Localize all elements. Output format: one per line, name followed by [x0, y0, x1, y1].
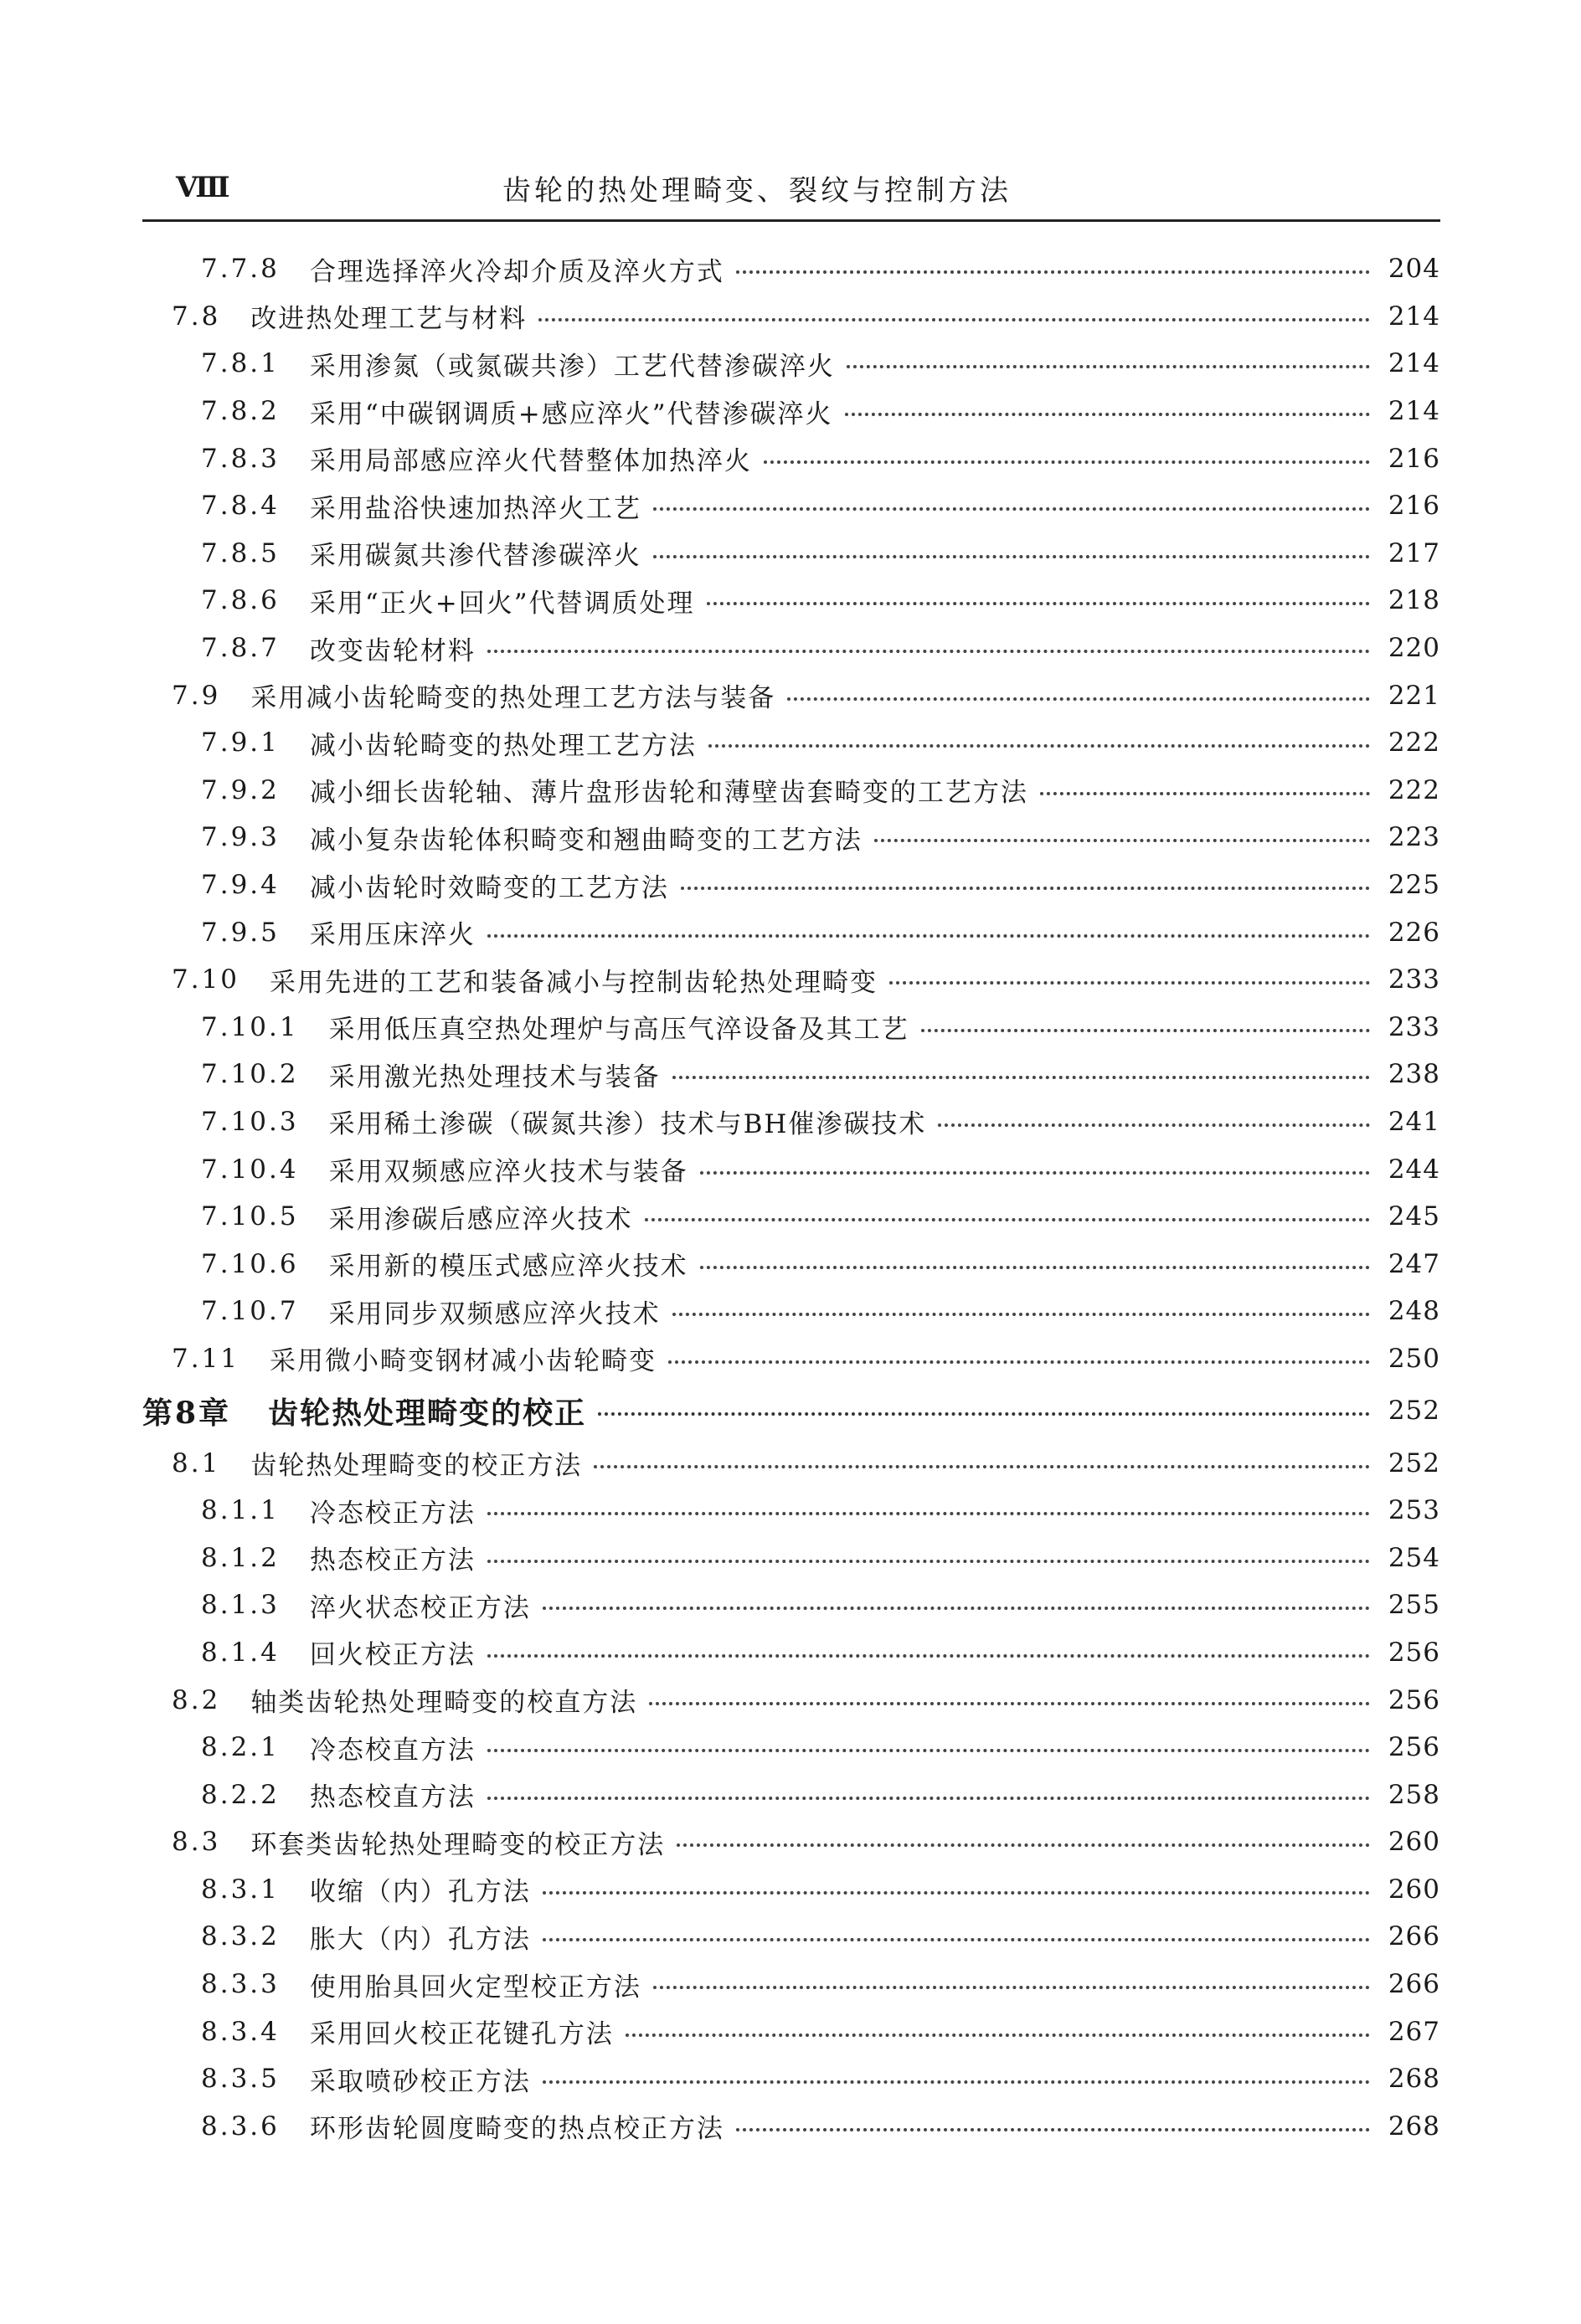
- dot-leader: [487, 934, 1370, 938]
- entry-page: 216: [1388, 491, 1440, 522]
- dot-leader: [543, 2080, 1370, 2084]
- entry-title: 采用压床淬火: [309, 920, 476, 951]
- entry-number: 8.1.2: [201, 1542, 280, 1573]
- dot-leader: [889, 981, 1370, 985]
- toc-entry-8-1-2[interactable]: [0, 1534, 1581, 1581]
- entry-page: 214: [1388, 348, 1440, 379]
- dot-leader: [672, 1076, 1370, 1079]
- entry-number: 7.10.7: [201, 1296, 299, 1327]
- entry-number: 7.8.6: [201, 585, 280, 616]
- entry-number: 7.9.1: [201, 728, 280, 758]
- toc-entry-7-8-1[interactable]: [0, 340, 1581, 388]
- toc-entry-7-10-7[interactable]: [0, 1288, 1581, 1335]
- entry-title: 热态校直方法: [309, 1782, 476, 1813]
- toc-entry-8-3-6[interactable]: [0, 2103, 1581, 2151]
- entry-number: 8.3.4: [201, 2016, 280, 2047]
- table-of-contents: [0, 245, 1581, 2150]
- entry-page: 255: [1388, 1590, 1440, 1621]
- entry-page: 214: [1388, 396, 1440, 427]
- entry-page: 256: [1388, 1637, 1440, 1668]
- entry-number: 7.10.5: [201, 1201, 299, 1232]
- toc-entry-7-10-2[interactable]: [0, 1051, 1581, 1098]
- dot-leader: [668, 1360, 1370, 1364]
- entry-title: 采用稀土渗碳（碳氮共渗）技术与BH催渗碳技术: [328, 1109, 927, 1140]
- entry-number: 8.1: [172, 1447, 221, 1478]
- dot-leader: [626, 2034, 1370, 2037]
- toc-entry-8-3-1[interactable]: [0, 1866, 1581, 1914]
- toc-entry-8-1-1[interactable]: [0, 1487, 1581, 1535]
- toc-entry-7-10-5[interactable]: [0, 1193, 1581, 1241]
- toc-entry-7-9-4[interactable]: [0, 861, 1581, 909]
- entry-number: 8.2.1: [201, 1732, 280, 1763]
- entry-page: 268: [1388, 2111, 1440, 2141]
- toc-entry-7-8-4[interactable]: [0, 482, 1581, 530]
- dot-leader: [736, 270, 1370, 274]
- entry-page: 258: [1388, 1779, 1440, 1810]
- entry-page: 218: [1388, 585, 1440, 616]
- toc-entry-7-10-1[interactable]: [0, 1004, 1581, 1051]
- entry-title: 轴类齿轮热处理畸变的校直方法: [250, 1688, 638, 1719]
- entry-number: 7.9.4: [201, 870, 280, 901]
- entry-title: 采用局部感应淬火代替整体加热淬火: [309, 446, 752, 477]
- dot-leader: [543, 1607, 1370, 1610]
- entry-number: 7.10.6: [201, 1248, 299, 1279]
- entry-number: 7.10.1: [201, 1011, 299, 1042]
- dot-leader: [736, 2128, 1370, 2131]
- entry-title: 采用碳氮共渗代替渗碳淬火: [309, 541, 641, 572]
- entry-title: 热态校正方法: [309, 1545, 476, 1576]
- entry-title: 冷态校正方法: [309, 1498, 476, 1529]
- entry-title: 采取喷砂校正方法: [309, 2066, 531, 2097]
- entry-page: 248: [1388, 1296, 1440, 1327]
- entry-page: 267: [1388, 2016, 1440, 2047]
- entry-title: 减小齿轮时效畸变的工艺方法: [309, 872, 669, 903]
- toc-entry-7-8-5[interactable]: [0, 530, 1581, 578]
- entry-page: 233: [1388, 964, 1440, 995]
- dot-leader: [1040, 792, 1370, 795]
- entry-page: 222: [1388, 774, 1440, 805]
- page-number: Ⅷ: [176, 172, 229, 203]
- entry-number: 7.9.3: [201, 822, 280, 853]
- entry-title: 采用新的模压式感应淬火技术: [328, 1252, 688, 1283]
- entry-number: 7.9: [172, 680, 221, 711]
- dot-leader: [538, 318, 1370, 321]
- entry-number: 7.10.2: [201, 1059, 299, 1090]
- entry-number: 8.3: [172, 1827, 221, 1858]
- page-header: [142, 164, 1440, 214]
- toc-entry-8-1-3[interactable]: [0, 1581, 1581, 1629]
- dot-leader: [487, 1749, 1370, 1752]
- toc-entry-7-9-5[interactable]: [0, 908, 1581, 956]
- entry-number: 7.8.2: [201, 396, 280, 427]
- toc-entry-7-9-2[interactable]: [0, 767, 1581, 815]
- entry-number: 7.8.1: [201, 348, 280, 379]
- toc-entry-7-8[interactable]: [0, 293, 1581, 341]
- toc-entry-7-10[interactable]: [0, 956, 1581, 1004]
- dot-leader: [487, 1512, 1370, 1515]
- toc-entry-8-3-4[interactable]: [0, 2008, 1581, 2055]
- entry-title: 环套类齿轮热处理畸变的校正方法: [250, 1829, 666, 1860]
- entry-title: 采用双频感应淬火技术与装备: [328, 1157, 688, 1188]
- entry-number: 8.3.1: [201, 1874, 280, 1905]
- entry-page: 244: [1388, 1154, 1440, 1185]
- entry-number: 7.10.4: [201, 1154, 299, 1185]
- toc-chapter-8[interactable]: [0, 1382, 1581, 1439]
- dot-leader: [764, 460, 1370, 464]
- toc-entry-7-10-3[interactable]: [0, 1098, 1581, 1146]
- entry-title: 齿轮热处理畸变的校正方法: [250, 1451, 583, 1482]
- entry-page: 253: [1388, 1495, 1440, 1526]
- entry-title: 合理选择淬火冷却介质及淬火方式: [309, 256, 724, 287]
- dot-leader: [487, 1797, 1370, 1800]
- entry-page: 222: [1388, 728, 1440, 758]
- entry-number: 7.9.5: [201, 917, 280, 948]
- entry-number: 7.8.7: [201, 633, 280, 664]
- entry-number: 7.11: [172, 1343, 240, 1374]
- chapter-title: 齿轮热处理畸变的校正: [268, 1395, 587, 1431]
- entry-number: 8.1.3: [201, 1590, 280, 1621]
- entry-number: 8.3.5: [201, 2064, 280, 2095]
- entry-number: 8.3.2: [201, 1921, 280, 1952]
- entry-number: 8.3.3: [201, 1969, 280, 2000]
- toc-entry-8-1[interactable]: [0, 1439, 1581, 1487]
- entry-title: 采用盐浴快速加热淬火工艺: [309, 493, 641, 524]
- dot-leader: [845, 413, 1370, 416]
- entry-page: 256: [1388, 1732, 1440, 1763]
- toc-entry-8-3[interactable]: [0, 1818, 1581, 1866]
- entry-page: 217: [1388, 537, 1440, 568]
- entry-page: 247: [1388, 1248, 1440, 1279]
- toc-entry-8-2[interactable]: [0, 1676, 1581, 1724]
- entry-title: 使用胎具回火定型校正方法: [309, 1972, 641, 2003]
- dot-leader: [543, 1938, 1370, 1941]
- entry-title: 采用回火校正花键孔方法: [309, 2019, 614, 2050]
- dot-leader: [653, 555, 1370, 558]
- entry-title: 收缩（内）孔方法: [309, 1877, 531, 1908]
- dot-leader: [677, 1843, 1370, 1847]
- entry-title: 采用同步双频感应淬火技术: [328, 1298, 661, 1329]
- dot-leader: [921, 1029, 1370, 1032]
- dot-leader: [543, 1891, 1370, 1895]
- entry-title: 回火校正方法: [309, 1640, 476, 1671]
- entry-page: 254: [1388, 1542, 1440, 1573]
- entry-title: 减小齿轮畸变的热处理工艺方法: [309, 730, 697, 761]
- entry-title: 采用“正火+回火”代替调质处理: [309, 588, 695, 619]
- entry-page: 233: [1388, 1011, 1440, 1042]
- dot-leader: [487, 1560, 1370, 1563]
- entry-page: 226: [1388, 917, 1440, 948]
- toc-entry-7-9[interactable]: [0, 671, 1581, 719]
- dot-leader: [787, 697, 1370, 701]
- dot-leader: [708, 744, 1370, 748]
- entry-page: 214: [1388, 301, 1440, 332]
- toc-entry-8-2-1[interactable]: [0, 1724, 1581, 1771]
- header-rule: [142, 219, 1440, 222]
- entry-page: 220: [1388, 633, 1440, 664]
- dot-leader: [487, 650, 1370, 653]
- entry-title: 采用“中碳钢调质+感应淬火”代替渗碳淬火: [309, 398, 833, 429]
- entry-title: 改变齿轮材料: [309, 635, 476, 666]
- entry-number: 7.8.3: [201, 443, 280, 474]
- entry-page: 241: [1388, 1106, 1440, 1137]
- entry-title: 采用先进的工艺和装备减小与控制齿轮热处理畸变: [270, 967, 878, 998]
- entry-number: 7.7.8: [201, 254, 280, 285]
- entry-title: 采用渗碳后感应淬火技术: [328, 1204, 633, 1235]
- dot-leader: [653, 1986, 1370, 1989]
- entry-title: 采用减小齿轮畸变的热处理工艺方法与装备: [250, 683, 776, 714]
- entry-page: 238: [1388, 1059, 1440, 1090]
- entry-page: 256: [1388, 1684, 1440, 1715]
- chapter-number: 第8章: [142, 1395, 232, 1431]
- entry-number: 7.8: [172, 301, 221, 332]
- toc-entry-7-11[interactable]: [0, 1335, 1581, 1383]
- dot-leader: [700, 1266, 1370, 1269]
- toc-entry-7-8-2[interactable]: [0, 388, 1581, 435]
- entry-page: 266: [1388, 1921, 1440, 1952]
- entry-title: 淬火状态校正方法: [309, 1592, 531, 1623]
- dot-leader: [672, 1313, 1370, 1316]
- dot-leader: [681, 887, 1370, 890]
- toc-entry-7-8-7[interactable]: [0, 625, 1581, 672]
- entry-page: 252: [1388, 1447, 1440, 1478]
- dot-leader: [874, 839, 1370, 842]
- toc-entry-7-10-4[interactable]: [0, 1145, 1581, 1193]
- entry-page: 250: [1388, 1343, 1440, 1374]
- toc-entry-8-2-2[interactable]: [0, 1771, 1581, 1818]
- dot-leader: [487, 1654, 1370, 1658]
- entry-page: 245: [1388, 1201, 1440, 1232]
- toc-entry-7-9-1[interactable]: [0, 719, 1581, 767]
- toc-entry-7-8-6[interactable]: [0, 577, 1581, 625]
- entry-number: 7.8.4: [201, 491, 280, 522]
- entry-number: 8.1.1: [201, 1495, 280, 1526]
- entry-page: 260: [1388, 1827, 1440, 1858]
- entry-page: 216: [1388, 443, 1440, 474]
- entry-number: 8.3.6: [201, 2111, 280, 2141]
- entry-page: 260: [1388, 1874, 1440, 1905]
- dot-leader: [700, 1171, 1370, 1175]
- entry-page: 225: [1388, 870, 1440, 901]
- entry-title: 采用低压真空热处理炉与高压气淬设备及其工艺: [328, 1015, 909, 1046]
- dot-leader: [707, 602, 1370, 605]
- book-title: 齿轮的热处理畸变、裂纹与控制方法: [502, 174, 1012, 208]
- entry-title: 采用渗氮（或氮碳共渗）工艺代替渗碳淬火: [309, 351, 835, 382]
- toc-entry-7-10-6[interactable]: [0, 1240, 1581, 1288]
- entry-number: 8.1.4: [201, 1637, 280, 1668]
- entry-page: 223: [1388, 822, 1440, 853]
- entry-title: 减小细长齿轮轴、薄片盘形齿轮和薄壁齿套畸变的工艺方法: [309, 778, 1028, 809]
- entry-number: 7.8.5: [201, 537, 280, 568]
- dot-leader: [594, 1465, 1370, 1468]
- dot-leader: [847, 365, 1370, 368]
- entry-page: 204: [1388, 254, 1440, 285]
- entry-page: 221: [1388, 680, 1440, 711]
- dot-leader: [653, 507, 1370, 511]
- entry-number: 8.2.2: [201, 1779, 280, 1810]
- entry-title: 减小复杂齿轮体积畸变和翘曲畸变的工艺方法: [309, 825, 863, 856]
- entry-number: 7.10.3: [201, 1106, 299, 1137]
- dot-leader: [649, 1702, 1370, 1705]
- entry-title: 改进热处理工艺与材料: [250, 304, 528, 335]
- entry-title: 环形齿轮圆度畸变的热点校正方法: [309, 2114, 724, 2145]
- entry-page: 266: [1388, 1969, 1440, 2000]
- entry-title: 胀大（内）孔方法: [309, 1924, 531, 1955]
- entry-number: 7.10: [172, 964, 240, 995]
- toc-entry-8-3-2[interactable]: [0, 1913, 1581, 1961]
- entry-page: 268: [1388, 2064, 1440, 2095]
- dot-leader: [598, 1412, 1370, 1416]
- dot-leader: [645, 1218, 1370, 1221]
- toc-entry-7-9-3[interactable]: [0, 814, 1581, 861]
- entry-number: 8.2: [172, 1684, 221, 1715]
- toc-entry-8-3-3[interactable]: [0, 1961, 1581, 2008]
- toc-entry-8-3-5[interactable]: [0, 2055, 1581, 2103]
- entry-title: 采用激光热处理技术与装备: [328, 1062, 661, 1093]
- entry-title: 冷态校直方法: [309, 1735, 476, 1766]
- toc-entry-7-7-8[interactable]: [0, 245, 1581, 293]
- entry-number: 7.9.2: [201, 774, 280, 805]
- dot-leader: [938, 1123, 1370, 1127]
- toc-entry-7-8-3[interactable]: [0, 434, 1581, 482]
- chapter-page: 252: [1388, 1396, 1440, 1427]
- entry-title: 采用微小畸变钢材减小齿轮畸变: [270, 1346, 657, 1377]
- toc-entry-8-1-4[interactable]: [0, 1629, 1581, 1677]
